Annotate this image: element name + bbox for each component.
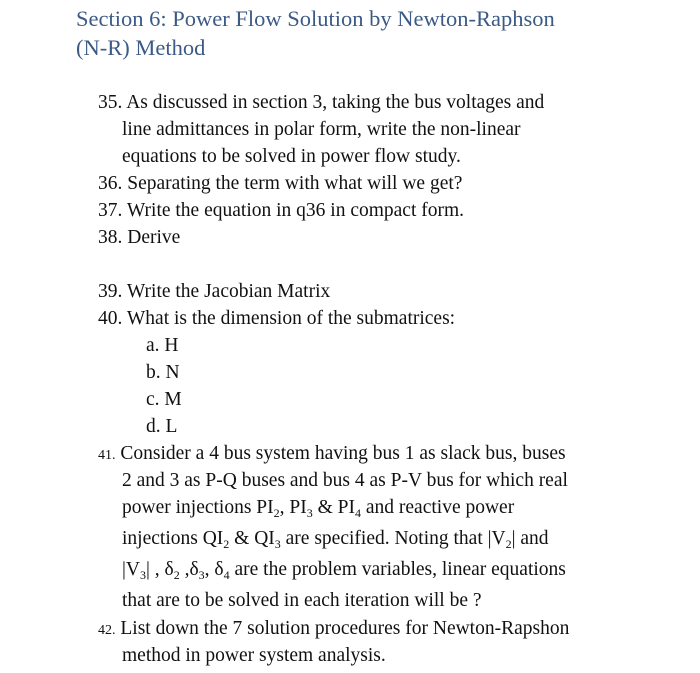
question-39 bbox=[98, 278, 330, 305]
question-number: 40. bbox=[98, 308, 123, 329]
section-title bbox=[76, 4, 676, 62]
question-number: 35. bbox=[98, 92, 123, 113]
sub-item-a bbox=[146, 332, 179, 359]
question-38 bbox=[98, 224, 180, 251]
question-text: What is the dimension of the submatrices: bbox=[126, 308, 456, 329]
question-37 bbox=[98, 197, 464, 224]
sub-item-d bbox=[146, 413, 177, 440]
sub-item-text: N bbox=[165, 362, 180, 383]
sub-item-label: a. bbox=[146, 335, 160, 356]
question-41-line5: $|V_3|$ , $\delta_2$ $,\delta_3$, $\delta_4$ are the problem variables, linear equations bbox=[122, 559, 566, 582]
question-35-line2: line admittances in polar form, write the non-linear bbox=[122, 119, 521, 140]
sub-item-text: M bbox=[164, 389, 182, 410]
section-title-line1: Section 6: Power Flow Solution by Newton-Raphson bbox=[76, 6, 555, 31]
question-text: Write the equation in q36 in compact form. bbox=[126, 200, 465, 221]
sub-item-text: H bbox=[164, 335, 179, 356]
question-41-line3: power injections $PI_2$, $PI_3$ & $PI_4$ and reactive power bbox=[122, 497, 515, 520]
sub-item-text: L bbox=[165, 416, 178, 437]
sub-item-label: d. bbox=[146, 416, 161, 437]
question-42-line2: method in power system analysis. bbox=[122, 645, 386, 666]
question-text: Consider a 4 bus system having bus 1 as slack bus, buses bbox=[120, 443, 566, 464]
section-title-line2: (N-R) Method bbox=[76, 35, 206, 60]
sub-item-c bbox=[146, 386, 182, 413]
question-41-line2: 2 and 3 as P-Q buses and bus 4 as P-V bus for which real bbox=[122, 470, 568, 491]
question-41-line6: that are to be solved in each iteration will be ? bbox=[122, 590, 482, 611]
question-text: Write the Jacobian Matrix bbox=[126, 281, 331, 302]
sub-item-label: b. bbox=[146, 362, 161, 383]
question-text: Derive bbox=[127, 227, 181, 248]
question-41 bbox=[98, 440, 566, 469]
question-number: 37. bbox=[98, 200, 123, 221]
question-text: Separating the term with what will we get? bbox=[127, 173, 463, 194]
question-text: List down the 7 solution procedures for Newton-Rapshon bbox=[120, 618, 570, 639]
sub-item-b bbox=[146, 359, 180, 386]
question-number: 36. bbox=[98, 173, 123, 194]
sub-item-label: c. bbox=[146, 389, 160, 410]
question-number: 38. bbox=[98, 227, 123, 248]
question-36 bbox=[98, 170, 462, 197]
question-number: 39. bbox=[98, 281, 123, 302]
question-35-line3: equations to be solved in power flow study. bbox=[122, 146, 461, 167]
question-35 bbox=[98, 89, 544, 116]
question-text: As discussed in section 3, taking the bus voltages and bbox=[126, 92, 545, 113]
question-40 bbox=[98, 305, 455, 332]
question-number: 42. bbox=[98, 623, 116, 638]
question-42 bbox=[98, 615, 569, 644]
question-number: 41. bbox=[98, 448, 116, 463]
question-41-line4: injections $QI_2$ & $QI_3$ are specified. Noting that $|V_2|$ and bbox=[122, 528, 549, 551]
